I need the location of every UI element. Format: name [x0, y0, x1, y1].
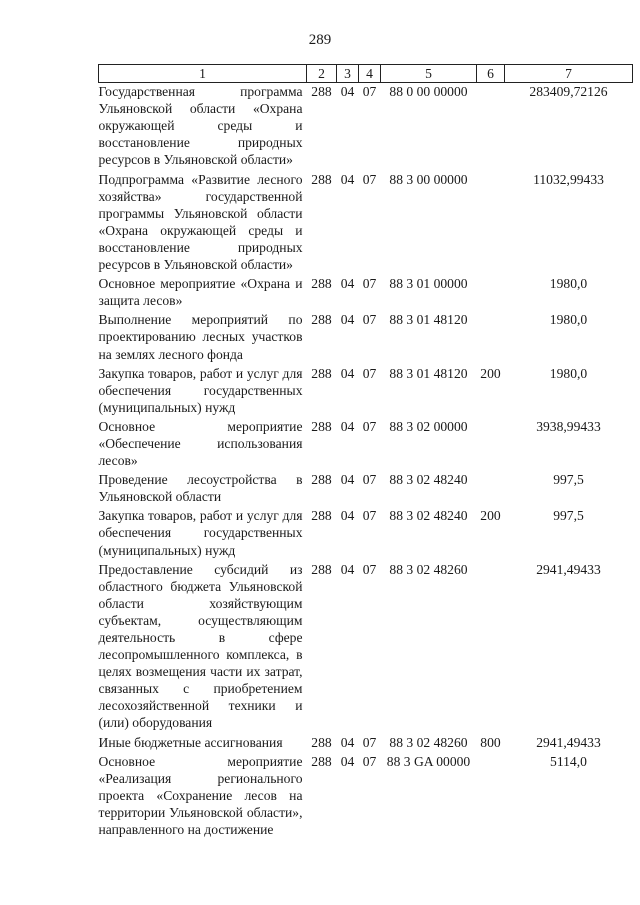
column-header-7: 7 [505, 65, 633, 83]
column-header-6: 6 [477, 65, 505, 83]
row-admin-code-cell: 288 [311, 171, 332, 187]
row-amount-cell: 1980,0 [549, 312, 588, 328]
row-subsection-cell: 07 [362, 418, 377, 434]
row-target-article-cell: 88 0 00 00000 [389, 84, 468, 100]
row-expense-type-cell [477, 275, 505, 311]
table-row [99, 311, 633, 364]
row-section-cell: 04 [340, 472, 355, 488]
row-section-cell: 04 [340, 508, 355, 524]
row-amount-cell: 997,5 [553, 472, 584, 488]
row-subsection-cell: 07 [362, 734, 377, 750]
row-admin-code-cell: 288 [311, 472, 332, 488]
row-admin-code-cell: 288 [311, 276, 332, 292]
row-name-cell: Основное мероприятие «Охрана и защита лесов» [98, 276, 303, 309]
row-subsection-cell: 07 [362, 171, 377, 187]
row-expense-type-cell [477, 471, 505, 507]
row-expense-type-cell [477, 311, 505, 364]
row-expense-type-cell [477, 171, 505, 276]
column-header-4: 4 [359, 65, 381, 83]
row-target-article-cell: 88 3 01 00000 [389, 276, 468, 292]
row-admin-code-cell: 288 [311, 312, 332, 328]
row-name-cell: Предоставление субсидий из областного бюджета Ульяновской области хозяйствующим субъектам, осуществляющим деятельность в сфере лесопромышленного комплекса, в целях возмещения части их затрат, связанных с приобретением лесохозяйственной техники и (или) оборудования [98, 561, 303, 731]
row-amount-cell: 997,5 [553, 508, 584, 524]
row-expense-type-cell [477, 753, 505, 840]
table-header-row [99, 65, 633, 83]
row-name-cell: Закупка товаров, работ и услуг для обеспечения государственных (муниципальных) нужд [98, 365, 303, 415]
row-amount-cell: 283409,72126 [529, 84, 608, 100]
row-amount-cell: 1980,0 [549, 276, 588, 292]
table-row [99, 753, 633, 840]
row-name-cell: Иные бюджетные ассигнования [98, 734, 283, 750]
row-amount-cell: 2941,49433 [536, 734, 601, 750]
row-amount-cell: 1980,0 [549, 365, 588, 381]
row-name-cell: Закупка товаров, работ и услуг для обеспечения государственных (муниципальных) нужд [98, 508, 303, 558]
row-amount-cell: 2941,49433 [536, 561, 601, 577]
row-target-article-cell: 88 3 GA 00000 [386, 753, 471, 769]
row-subsection-cell: 07 [362, 561, 377, 577]
column-header-1: 1 [99, 65, 307, 83]
row-section-cell: 04 [340, 84, 355, 100]
row-admin-code-cell: 288 [311, 753, 332, 769]
row-expense-type-cell [477, 83, 505, 171]
row-expense-type-cell: 800 [480, 734, 501, 750]
row-name-cell: Проведение лесоустройства в Ульяновской области [98, 472, 303, 505]
table-row [99, 171, 633, 276]
row-subsection-cell: 07 [362, 312, 377, 328]
table-row [99, 507, 633, 560]
row-admin-code-cell: 288 [311, 734, 332, 750]
page-number: 289 [308, 32, 332, 48]
row-amount-cell: 3938,99433 [536, 418, 601, 434]
row-admin-code-cell: 288 [311, 508, 332, 524]
row-section-cell: 04 [340, 734, 355, 750]
column-header-3: 3 [337, 65, 359, 83]
row-admin-code-cell: 288 [311, 84, 332, 100]
row-target-article-cell: 88 3 01 48120 [389, 312, 468, 328]
row-target-article-cell: 88 3 02 48260 [389, 561, 468, 577]
table-row [99, 275, 633, 311]
budget-table [98, 64, 633, 840]
row-admin-code-cell: 288 [311, 365, 332, 381]
row-target-article-cell: 88 3 02 00000 [389, 418, 468, 434]
row-section-cell: 04 [340, 753, 355, 769]
column-header-5: 5 [381, 65, 477, 83]
table-body [99, 83, 633, 841]
row-expense-type-cell: 200 [480, 365, 501, 381]
row-target-article-cell: 88 3 02 48260 [389, 734, 468, 750]
row-expense-type-cell [477, 561, 505, 734]
row-name-cell: Основное мероприятие «Реализация регионального проекта «Сохранение лесов на территории Ульяновской области», направленного на достижение [98, 753, 303, 838]
row-section-cell: 04 [340, 561, 355, 577]
row-section-cell: 04 [340, 276, 355, 292]
row-subsection-cell: 07 [362, 84, 377, 100]
row-amount-cell: 5114,0 [550, 753, 587, 769]
row-admin-code-cell: 288 [311, 418, 332, 434]
table-row [99, 471, 633, 507]
row-target-article-cell: 88 3 00 00000 [389, 171, 468, 187]
row-section-cell: 04 [340, 418, 355, 434]
row-expense-type-cell [477, 418, 505, 471]
table-row [99, 561, 633, 734]
row-name-cell: Основное мероприятие «Обеспечение использования лесов» [98, 418, 303, 469]
row-section-cell: 04 [340, 365, 355, 381]
row-target-article-cell: 88 3 02 48240 [389, 508, 468, 524]
row-subsection-cell: 07 [362, 753, 377, 769]
table-row [99, 418, 633, 471]
row-name-cell: Выполнение мероприятий по проектированию лесных участков на землях лесного фонда [98, 312, 303, 362]
row-amount-cell: 11032,99433 [533, 171, 604, 187]
column-header-2: 2 [307, 65, 337, 83]
row-expense-type-cell: 200 [480, 508, 501, 524]
table-row [99, 365, 633, 418]
row-subsection-cell: 07 [362, 365, 377, 381]
table-row [99, 83, 633, 171]
row-subsection-cell: 07 [362, 472, 377, 488]
row-section-cell: 04 [340, 312, 355, 328]
row-target-article-cell: 88 3 02 48240 [389, 472, 468, 488]
row-section-cell: 04 [340, 171, 355, 187]
row-admin-code-cell: 288 [311, 561, 332, 577]
row-subsection-cell: 07 [362, 508, 377, 524]
row-subsection-cell: 07 [362, 276, 377, 292]
row-name-cell: Подпрограмма «Развитие лесного хозяйства» государственной программы Ульяновской области «Охрана окружающей среды и восстановление природных ресурсов в Ульяновской области» [98, 171, 303, 273]
row-name-cell: Государственная программа Ульяновской области «Охрана окружающей среды и восстановление природных ресурсов в Ульяновской области» [98, 84, 303, 168]
row-target-article-cell: 88 3 01 48120 [389, 365, 468, 381]
table-row [99, 734, 633, 753]
